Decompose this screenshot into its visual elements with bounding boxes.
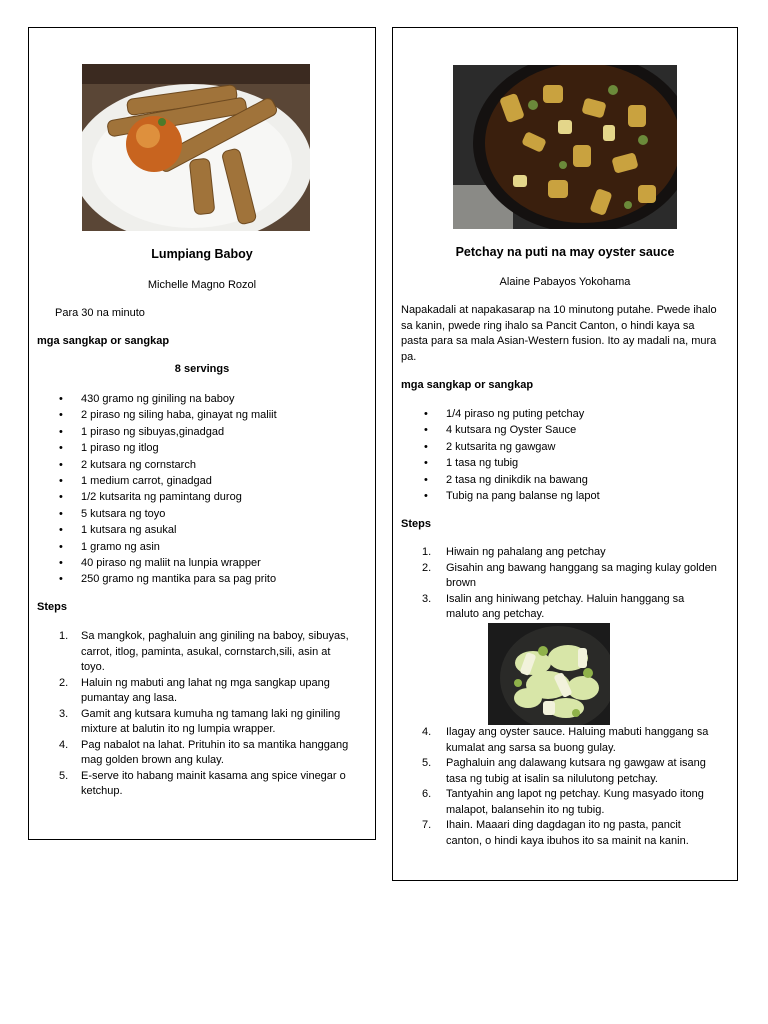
ingredients-list [59,391,371,588]
petchay-cooking-photo [488,623,610,725]
bullet-icon: • [59,524,63,537]
steps-heading: Steps [37,601,67,613]
bullet-icon: • [424,457,428,470]
recipe-card-lumpiang-baboy [28,27,376,840]
step-item: 3. Gamit ang kutsara kumuha ng tamang laki ng giniling mixture at balutin ito ng lumpia wrapper. [59,707,341,735]
step-item: 1. Sa mangkok, paghaluin ang giniling na baboy, sibuyas, carrot, itlog, paminta, asukal, cornstarch,sili, asin at toyo. [59,630,349,673]
step-item: 5. E-serve ito habang mainit kasama ang spice vinegar o ketchup. [59,769,346,797]
ingredient-item: • 2 piraso ng siling haba, ginayat ng maliit [81,407,371,423]
recipe-intro: Napakadali at napakasarap na 10 minutong putahe. Pwede ihalo sa kanin, pwede ring ihalo sa Pancit Canton, o hindi kaya sa pasta para sa mala Asian-Western fusion. Ito ay madali na, mura pa. [401,304,717,363]
steps-list [59,629,371,800]
ingredients-list [424,406,731,504]
bullet-icon: • [59,573,63,586]
bullet-icon: • [59,557,63,570]
petchay-pan-photo [453,65,677,229]
bullet-icon: • [424,473,428,486]
ingredients-heading: mga sangkap or sangkap [401,379,534,391]
bullet-icon: • [59,442,63,455]
step-item: 4. Pag nabalot na lahat. Prituhin ito sa mantika hanggang mag golden brown ang kulay. [59,738,349,766]
bullet-icon: • [59,475,63,488]
step-item: 1. Hiwain ng pahalang ang petchay [422,546,606,558]
steps-heading: Steps [401,518,431,530]
step-item: 5. Paghaluin ang dalawang kutsara ng gawgaw at isang tasa ng tubig at isalin sa nilulutong petchay. [422,757,706,785]
bullet-icon: • [59,507,63,520]
ingredient-item: • 1 gramo ng asin [81,539,371,555]
step-item: 3. Isalin ang hiniwang petchay. Haluin hanggang sa maluto ang petchay. [422,592,685,620]
ingredient-item: • 1/2 kutsarita ng pamintang durog [81,489,371,505]
cooking-time: Para 30 na minuto [55,307,145,319]
ingredient-item: • 2 kutsarita ng gawgaw [446,439,731,455]
ingredient-item: • 1/4 piraso ng puting petchay [446,406,731,422]
bullet-icon: • [59,540,63,553]
bullet-icon: • [424,490,428,503]
bullet-icon: • [424,440,428,453]
ingredient-item: • 250 gramo ng mantika para sa pag prito [81,571,371,587]
ingredient-item: • 1 piraso ng sibuyas,ginadgad [81,424,371,440]
ingredient-item: • 40 piraso ng maliit na lunpia wrapper [81,555,371,571]
recipe-author: Michelle Magno Rozol [147,279,257,291]
recipe-title: Lumpiang Baboy [151,247,253,261]
recipe-card-petchay [392,27,738,881]
ingredient-item: • 1 tasa ng tubig [446,455,731,471]
bullet-icon: • [424,408,428,420]
servings: 8 servings [174,363,230,375]
ingredient-item: • 2 kutsara ng cornstarch [81,457,371,473]
bullet-icon: • [59,425,63,438]
recipe-author: Alaine Pabayos Yokohama [499,276,631,288]
ingredient-item: • 4 kutsara ng Oyster Sauce [446,422,731,438]
step-item: 2. Gisahin ang bawang hanggang sa maging kulay golden brown [422,561,717,589]
bullet-icon: • [59,491,63,504]
lumpia-photo [82,64,310,231]
step-item: 4. Ilagay ang oyster sauce. Haluing mabuti hanggang sa kumalat ang sarsa sa buong gulay. [422,726,709,754]
recipe-title: Petchay na puti na may oyster sauce [455,245,675,259]
ingredient-item: • 1 kutsara ng asukal [81,522,371,538]
steps-list-part-2 [422,725,731,849]
step-item: 7. Ihain. Maaari ding dagdagan ito ng pasta, pancit canton, o hindi kaya ibuhos ito sa mainit na kanin. [422,819,689,847]
ingredient-item: • 430 gramo ng giniling na baboy [81,391,371,407]
bullet-icon: • [59,409,63,422]
step-item: 6. Tantyahin ang lapot ng petchay. Kung masyado itong malapot, balansehin ito ng tubig. [422,788,704,816]
steps-list-part-1 [422,545,731,623]
ingredient-item: • Tubig na pang balanse ng lapot [446,488,731,504]
bullet-icon: • [59,458,63,471]
step-item: 2. Haluin ng mabuti ang lahat ng mga sangkap upang pumantay ang lasa. [59,676,330,704]
ingredient-item: • 1 medium carrot, ginadgad [81,473,371,489]
ingredient-item: • 2 tasa ng dinikdik na bawang [446,472,731,488]
ingredient-item: • 5 kutsara ng toyo [81,506,371,522]
bullet-icon: • [424,424,428,437]
ingredients-heading: mga sangkap or sangkap [37,335,170,347]
bullet-icon: • [59,393,63,405]
ingredient-item: • 1 piraso ng itlog [81,440,371,456]
